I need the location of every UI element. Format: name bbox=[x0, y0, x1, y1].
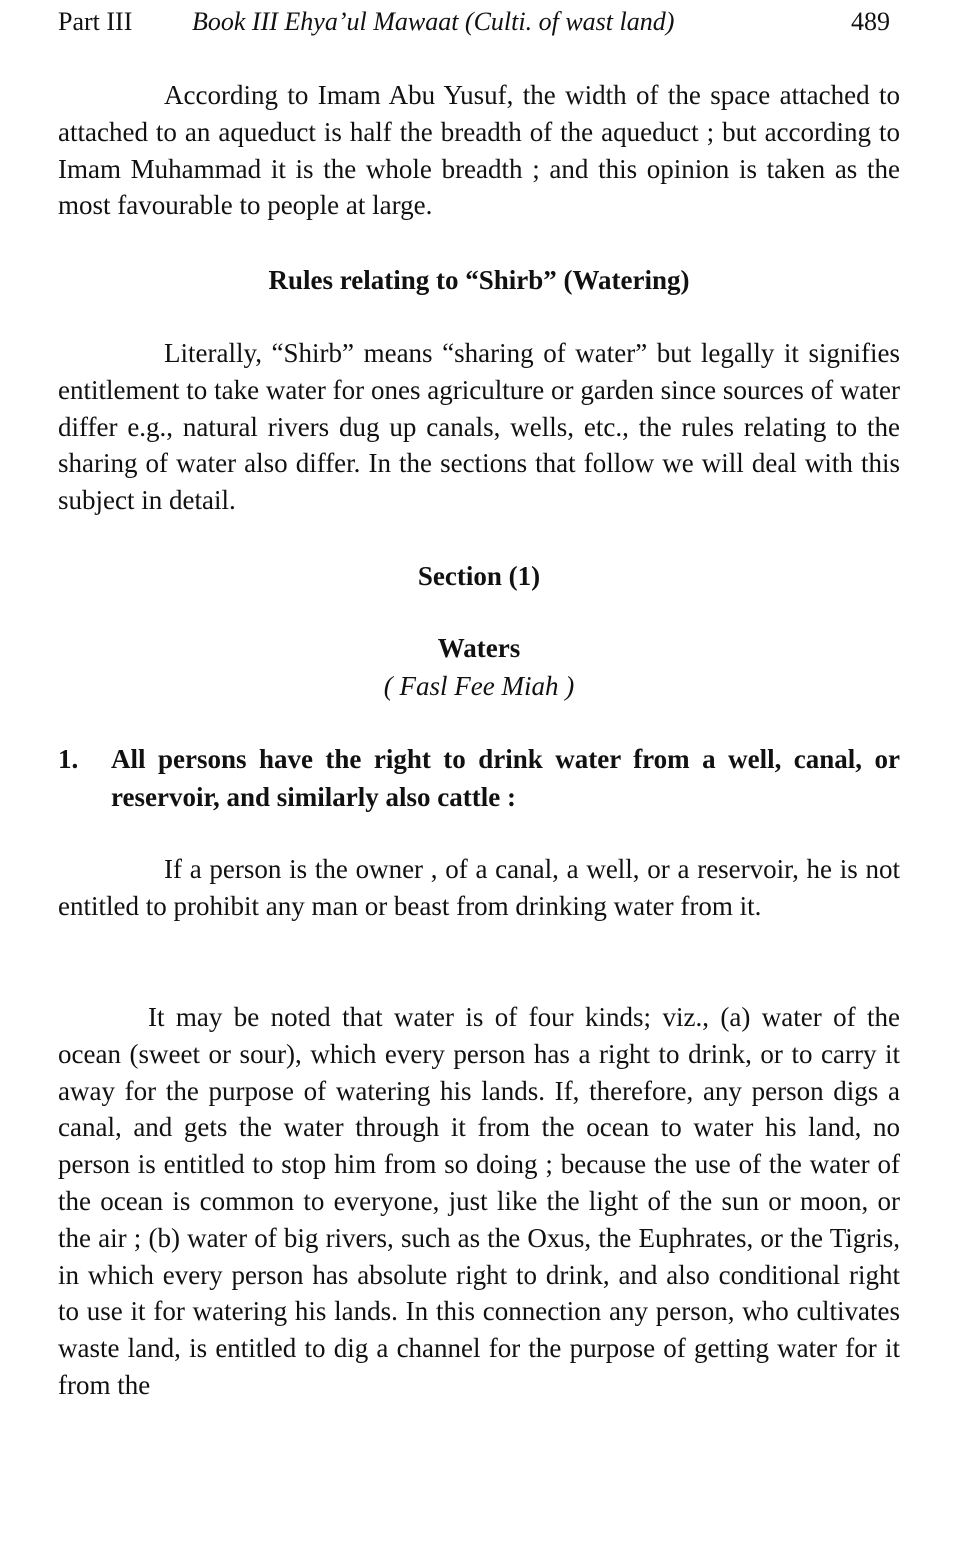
header-page-number: 489 bbox=[851, 7, 890, 36]
rule-number: 1. bbox=[58, 744, 79, 774]
document-page bbox=[58, 0, 900, 1548]
header-part: Part III bbox=[58, 7, 133, 36]
waters-heading: Waters bbox=[437, 633, 521, 663]
heading-shirb-rules: Rules relating to “Shirb” (Watering) bbox=[268, 265, 690, 295]
paragraph-owner-prohibition: If a person is the owner , of a canal, a well, or a reservoir, he is not entitled to prohibit any man or beast from drinking water from it. bbox=[58, 854, 900, 921]
paragraph-kinds-of-water: It may be noted that water is of four kinds; viz., (a) water of the ocean (sweet or sour), which every person has a right to drink, or to carry it away for the purpose of watering his lands. If, therefore, any person digs a canal, and gets the water through it from the ocean to water his land, no person is entitled to stop him from so doing ; because the use of the water of the ocean is common to everyone, just like the light of the sun or moon, or the air ; (b) water of big rivers, such as the Oxus, the Euphrates, or the Tigris, in which every person has absolute right to drink, and also conditional right to use it for watering his lands. In this connection any person, who cultivates waste land, is entitled to dig a channel for the purpose of getting water for it from the bbox=[58, 1002, 900, 1400]
page-header bbox=[58, 4, 900, 40]
header-book-title: Book III Ehya’ul Mawaat (Culti. of wast land) bbox=[192, 7, 675, 36]
rule-text: All persons have the right to drink water from a well, canal, or reservoir, and similarly also cattle : bbox=[111, 744, 900, 812]
numbered-rule-1 bbox=[58, 740, 900, 816]
paragraph-aqueduct-width: According to Imam Abu Yusuf, the width of the space attached to attached to an aqueduct is half the breadth of the aqueduct ; but according to Imam Muhammad it is the whole breadth ; and this opinion is taken as the most favourable to people at large. bbox=[58, 80, 900, 221]
section-heading: Section (1) bbox=[417, 561, 541, 591]
waters-subheading: ( Fasl Fee Miah ) bbox=[383, 671, 575, 701]
paragraph-shirb-definition: Literally, “Shirb” means “sharing of water” but legally it signifies entitlement to take water for ones agriculture or garden since sources of water differ e.g., natural rivers dug up canals, wells, etc., the rules relating to the sharing of water also differ. In the sections that follow we will deal with this subject in detail. bbox=[58, 338, 900, 516]
